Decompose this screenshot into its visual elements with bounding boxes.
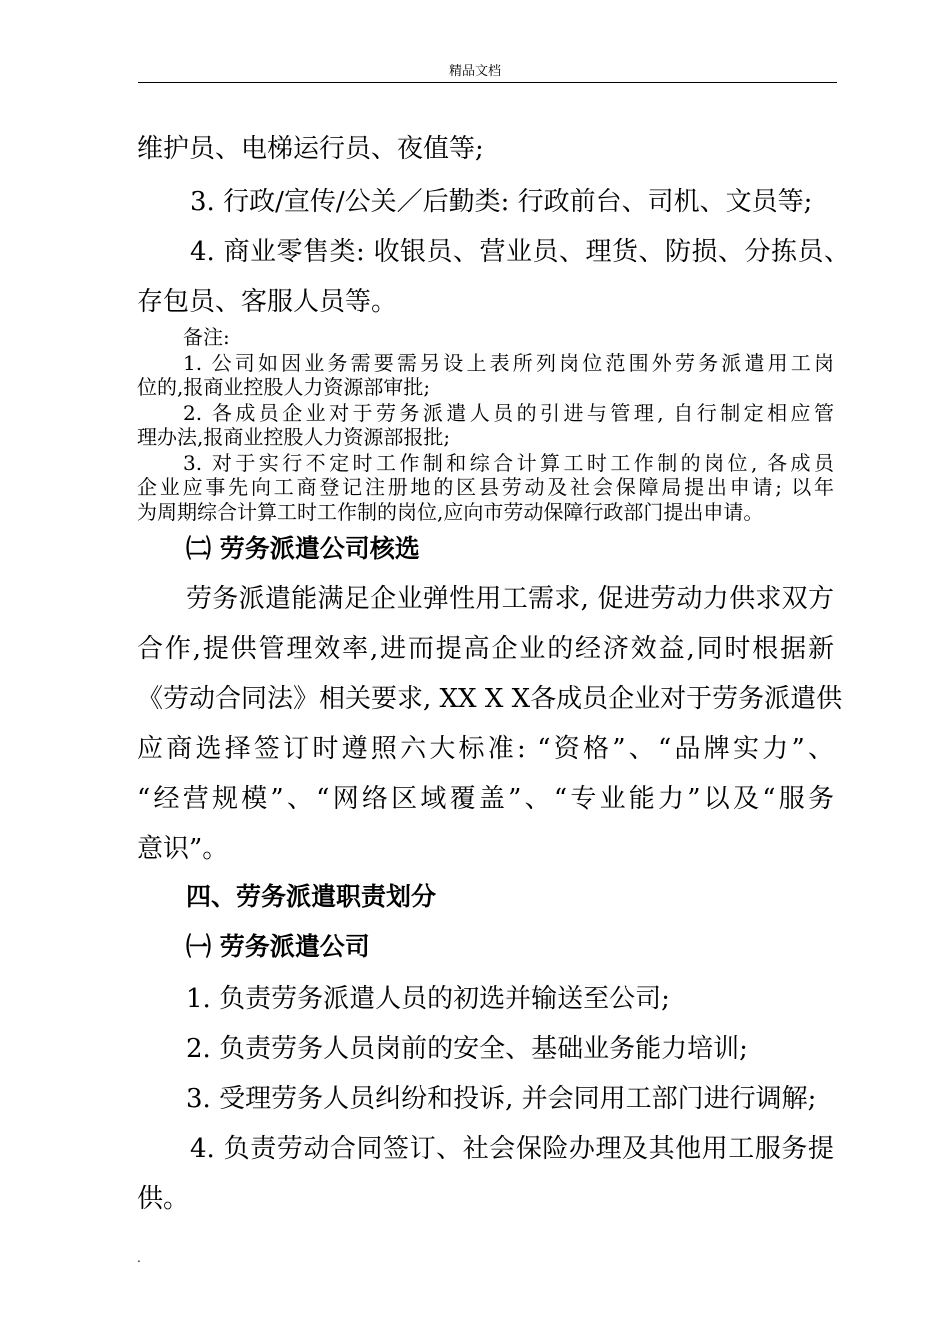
duty-item-4: 4. 负责劳动合同签订、社会保险办理及其他用工服务提	[190, 1134, 834, 1164]
note-3-continued: 企业应事先向工商登记注册地的区县劳动及社会保障局提出申请; 以年	[137, 475, 834, 499]
text-line: 维护员、电梯运行员、夜值等;	[137, 134, 484, 164]
note-1-continued: 位的,报商业控股人力资源部审批;	[137, 375, 431, 399]
duty-item-3: 3. 受理劳务人员纠纷和投诉, 并会同用工部门进行调解;	[186, 1084, 817, 1114]
paragraph-line: “经营规模”、“网络区域覆盖”、“专业能力”以及“服务	[137, 784, 834, 814]
note-title: 备注:	[183, 325, 230, 349]
duty-item-2: 2. 负责劳务人员岗前的安全、基础业务能力培训;	[186, 1034, 748, 1064]
page-header-title: 精品文档	[448, 64, 501, 79]
paragraph-line: 合作,提供管理效率,进而提高企业的经济效益,同时根据新	[137, 634, 834, 664]
paragraph-line: 劳务派遣能满足企业弹性用工需求, 促进劳动力供求双方	[186, 584, 834, 614]
footer-mark: .	[137, 1251, 141, 1265]
list-item-4-continued: 存包员、客服人员等。	[137, 287, 398, 317]
duty-item-4-continued: 供。	[137, 1184, 190, 1214]
paragraph-line: 《劳动合同法》相关要求, XX X X各成员企业对于劳务派遣供	[137, 684, 843, 714]
duty-item-1: 1. 负责劳务派遣人员的初选并输送至公司;	[186, 984, 670, 1014]
note-1: 1. 公司如因业务需要需另设上表所列岗位范围外劳务派遣用工岗	[183, 351, 834, 375]
paragraph-line: 意识”。	[137, 834, 229, 864]
note-2-continued: 理办法,报商业控股人力资源部报批;	[137, 425, 451, 449]
section-heading: ㈡ 劳务派遣公司核选	[186, 534, 420, 563]
section-heading: 四、劳务派遣职责划分	[186, 882, 437, 911]
list-item-4: 4. 商业零售类: 收银员、营业员、理货、防损、分拣员、	[190, 237, 850, 267]
paragraph-line: 应商选择签订时遵照六大标准: “资格”、“品牌实力”、	[137, 734, 834, 764]
note-3: 3. 对于实行不定时工作制和综合计算工时工作制的岗位, 各成员	[183, 451, 834, 475]
subsection-heading: ㈠ 劳务派遣公司	[186, 932, 370, 961]
list-item-3: 3. 行政/宣传/公关／后勤类: 行政前台、司机、文员等;	[190, 187, 813, 217]
note-2: 2. 各成员企业对于劳务派遣人员的引进与管理, 自行制定相应管	[183, 401, 834, 425]
header-rule	[138, 82, 837, 83]
note-3-continued: 为周期综合计算工时工作制的岗位,应向市劳动保障行政部门提出申请。	[137, 500, 764, 524]
